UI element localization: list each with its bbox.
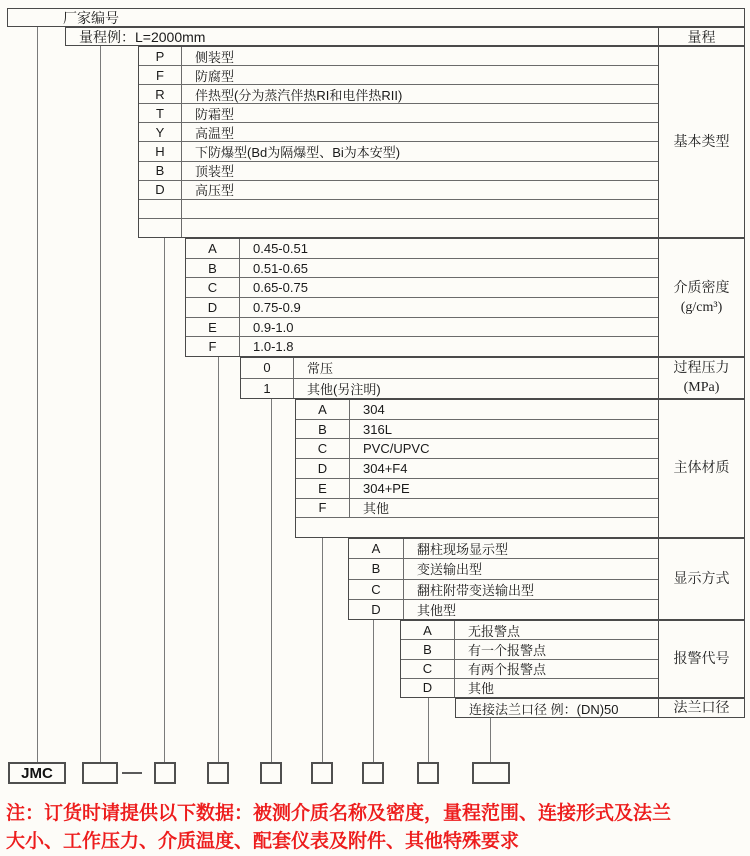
section-label-text: 主体材质 bbox=[673, 461, 730, 476]
code-box-pressure bbox=[260, 762, 282, 784]
section-label-text: 过程压力 bbox=[673, 361, 730, 376]
desc-cell: 1.0-1.8 bbox=[253, 339, 294, 355]
code-cell: D bbox=[139, 181, 182, 199]
section-label-sub: (g/cm³) bbox=[680, 299, 723, 315]
table-row bbox=[349, 579, 659, 599]
connector-line-material bbox=[322, 538, 323, 762]
flange-diameter-row bbox=[455, 698, 745, 718]
desc-cell: 有一个报警点 bbox=[468, 642, 547, 658]
table-row bbox=[139, 65, 659, 84]
desc-cell: 翻柱附带变送输出型 bbox=[417, 582, 535, 598]
table-row bbox=[296, 438, 659, 458]
code-cell: D bbox=[349, 600, 404, 619]
table-row bbox=[296, 517, 659, 537]
code-cell: A bbox=[349, 539, 404, 558]
table-row bbox=[139, 122, 659, 141]
desc-cell: 其他 bbox=[468, 681, 495, 697]
body-material-label bbox=[658, 400, 744, 537]
desc-cell: 316L bbox=[363, 421, 392, 437]
table-row bbox=[296, 458, 659, 478]
section-label-sub: (MPa) bbox=[683, 380, 720, 395]
desc-cell: 高压型 bbox=[195, 183, 235, 199]
code-cell: A bbox=[401, 621, 455, 639]
flange-diameter-text: 连接法兰口径 例：(DN)50 bbox=[469, 701, 619, 717]
ordering-note bbox=[6, 800, 748, 856]
connector-line-manufacturer bbox=[37, 27, 38, 762]
table-row bbox=[241, 358, 659, 378]
code-cell: B bbox=[139, 162, 182, 180]
connector-line-display bbox=[373, 620, 374, 762]
table-row bbox=[401, 678, 659, 697]
range-example-text: 量程例：L=2000mm bbox=[79, 28, 206, 45]
table-row bbox=[401, 659, 659, 678]
table-row bbox=[139, 199, 659, 218]
table-row bbox=[139, 84, 659, 103]
section-label-text: 基本类型 bbox=[673, 134, 730, 150]
code-cell: C bbox=[401, 660, 455, 678]
code-box-basic-type bbox=[154, 762, 176, 784]
table-row bbox=[401, 621, 659, 639]
table-row bbox=[296, 498, 659, 518]
connector-line-alarm bbox=[428, 698, 429, 762]
empty-cell bbox=[296, 518, 659, 537]
code-cell: D bbox=[296, 459, 350, 478]
desc-cell: 其他 bbox=[363, 501, 390, 517]
code-cell: F bbox=[186, 337, 240, 356]
table-row bbox=[139, 141, 659, 160]
code-cell: H bbox=[139, 142, 182, 160]
connector-line-flange bbox=[490, 718, 491, 762]
ordering-note-line2: 大小、工作压力、介质温度、配套仪表及附件、其他特殊要求 bbox=[6, 831, 520, 852]
table-row bbox=[349, 539, 659, 558]
code-cell: 0 bbox=[241, 358, 294, 378]
medium-density-section bbox=[185, 238, 745, 357]
display-mode-section bbox=[348, 538, 745, 620]
desc-cell: 304 bbox=[363, 401, 385, 417]
manufacturer-number-row bbox=[7, 8, 745, 27]
code-cell: C bbox=[296, 439, 350, 458]
desc-cell bbox=[182, 219, 659, 237]
code-box-alarm bbox=[417, 762, 439, 784]
desc-cell: 防腐型 bbox=[195, 68, 235, 84]
table-row bbox=[186, 336, 659, 356]
code-cell: B bbox=[186, 259, 240, 278]
table-row bbox=[139, 180, 659, 199]
code-cell: P bbox=[139, 47, 182, 65]
basic-type-section bbox=[138, 46, 745, 238]
code-cell: E bbox=[186, 318, 240, 337]
code-cell: D bbox=[186, 298, 240, 317]
alarm-code-rows bbox=[401, 621, 659, 697]
code-box-range bbox=[82, 762, 118, 784]
table-row bbox=[186, 297, 659, 317]
desc-cell: PVC/UPVC bbox=[363, 441, 430, 457]
connector-line-pressure bbox=[271, 399, 272, 762]
table-row bbox=[139, 161, 659, 180]
code-cell: 1 bbox=[241, 379, 294, 399]
code-cell bbox=[139, 200, 182, 218]
ordering-note-line1: 注：订货时请提供以下数据：被测介质名称及密度，量程范围、连接形式及法兰 bbox=[6, 803, 672, 824]
medium-density-label bbox=[658, 239, 744, 356]
connector-line-density bbox=[218, 357, 219, 762]
table-row bbox=[401, 639, 659, 658]
code-cell: B bbox=[349, 559, 404, 578]
manufacturer-number-label: 厂家编号 bbox=[63, 9, 119, 26]
basic-type-label bbox=[658, 47, 744, 237]
code-cell: T bbox=[139, 104, 182, 122]
desc-cell: 翻柱现场显示型 bbox=[417, 542, 509, 558]
basic-type-rows bbox=[139, 47, 659, 237]
desc-cell: 侧装型 bbox=[195, 49, 235, 65]
desc-cell: 其他型 bbox=[417, 602, 457, 618]
table-row bbox=[456, 699, 659, 717]
table-row bbox=[139, 103, 659, 122]
process-pressure-section bbox=[240, 357, 745, 399]
desc-cell: 0.75-0.9 bbox=[253, 299, 301, 315]
code-box-display bbox=[362, 762, 384, 784]
code-cell: R bbox=[139, 85, 182, 103]
code-cell: D bbox=[401, 679, 455, 697]
section-label-text: 报警代号 bbox=[673, 651, 730, 667]
display-mode-label bbox=[658, 539, 744, 619]
body-material-section bbox=[295, 399, 745, 538]
table-row bbox=[186, 258, 659, 278]
desc-cell: 其他(另注明) bbox=[307, 381, 381, 397]
display-mode-rows bbox=[349, 539, 659, 619]
code-cell: A bbox=[296, 400, 350, 419]
table-row bbox=[186, 317, 659, 337]
desc-cell: 有两个报警点 bbox=[468, 662, 547, 678]
desc-cell bbox=[182, 200, 659, 218]
code-cell: F bbox=[139, 66, 182, 84]
connector-line-range bbox=[100, 46, 101, 762]
table-row bbox=[349, 599, 659, 619]
code-cell: A bbox=[186, 239, 240, 258]
process-pressure-rows bbox=[241, 358, 659, 398]
desc-cell: 0.45-0.51 bbox=[253, 240, 308, 256]
desc-cell: 高温型 bbox=[195, 125, 235, 141]
code-cell: Y bbox=[139, 123, 182, 141]
range-label-cell: 量程 bbox=[658, 28, 744, 45]
section-label-text: 显示方式 bbox=[673, 571, 730, 587]
code-box-flange bbox=[472, 762, 510, 784]
body-material-rows bbox=[296, 400, 659, 537]
code-cell bbox=[139, 219, 182, 237]
table-row bbox=[296, 400, 659, 419]
flange-diameter-label bbox=[658, 699, 744, 717]
code-box-material bbox=[311, 762, 333, 784]
code-cell: F bbox=[296, 499, 350, 518]
code-cell: C bbox=[349, 580, 404, 599]
desc-cell: 常压 bbox=[307, 361, 334, 377]
code-cell: E bbox=[296, 479, 350, 498]
code-cell: B bbox=[401, 640, 455, 658]
desc-cell: 伴热型(分为蒸汽伴热RI和电伴热RII) bbox=[195, 87, 403, 103]
alarm-code-label bbox=[658, 621, 744, 697]
desc-cell: 304+PE bbox=[363, 480, 410, 496]
model-prefix-box: JMC bbox=[8, 762, 66, 784]
desc-cell: 变送输出型 bbox=[417, 562, 483, 578]
table-row bbox=[349, 558, 659, 578]
desc-cell: 下防爆型(Bd为隔爆型、Bi为本安型) bbox=[195, 145, 401, 161]
table-row bbox=[139, 218, 659, 237]
table-row bbox=[296, 478, 659, 498]
range-example-row bbox=[65, 27, 745, 46]
table-row bbox=[296, 419, 659, 439]
desc-cell: 0.9-1.0 bbox=[253, 319, 294, 335]
process-pressure-label bbox=[658, 358, 744, 398]
code-cell: C bbox=[186, 278, 240, 297]
desc-cell: 304+F4 bbox=[363, 461, 408, 477]
desc-cell: 0.51-0.65 bbox=[253, 260, 308, 276]
medium-density-rows bbox=[186, 239, 659, 356]
flange-diameter-cell bbox=[456, 699, 659, 717]
connector-line-basic-type bbox=[164, 238, 165, 762]
table-row bbox=[186, 239, 659, 258]
table-row bbox=[139, 47, 659, 65]
desc-cell: 顶装型 bbox=[195, 164, 235, 180]
table-row bbox=[186, 277, 659, 297]
desc-cell: 无报警点 bbox=[468, 623, 521, 639]
desc-cell: 防霜型 bbox=[195, 106, 235, 122]
section-label-text: 介质密度 bbox=[673, 280, 730, 296]
table-row bbox=[241, 378, 659, 399]
code-cell: B bbox=[296, 420, 350, 439]
alarm-code-section bbox=[400, 620, 745, 698]
section-label-text: 法兰口径 bbox=[673, 700, 730, 716]
code-separator-dash bbox=[122, 772, 142, 774]
code-box-density bbox=[207, 762, 229, 784]
desc-cell: 0.65-0.75 bbox=[253, 280, 308, 296]
